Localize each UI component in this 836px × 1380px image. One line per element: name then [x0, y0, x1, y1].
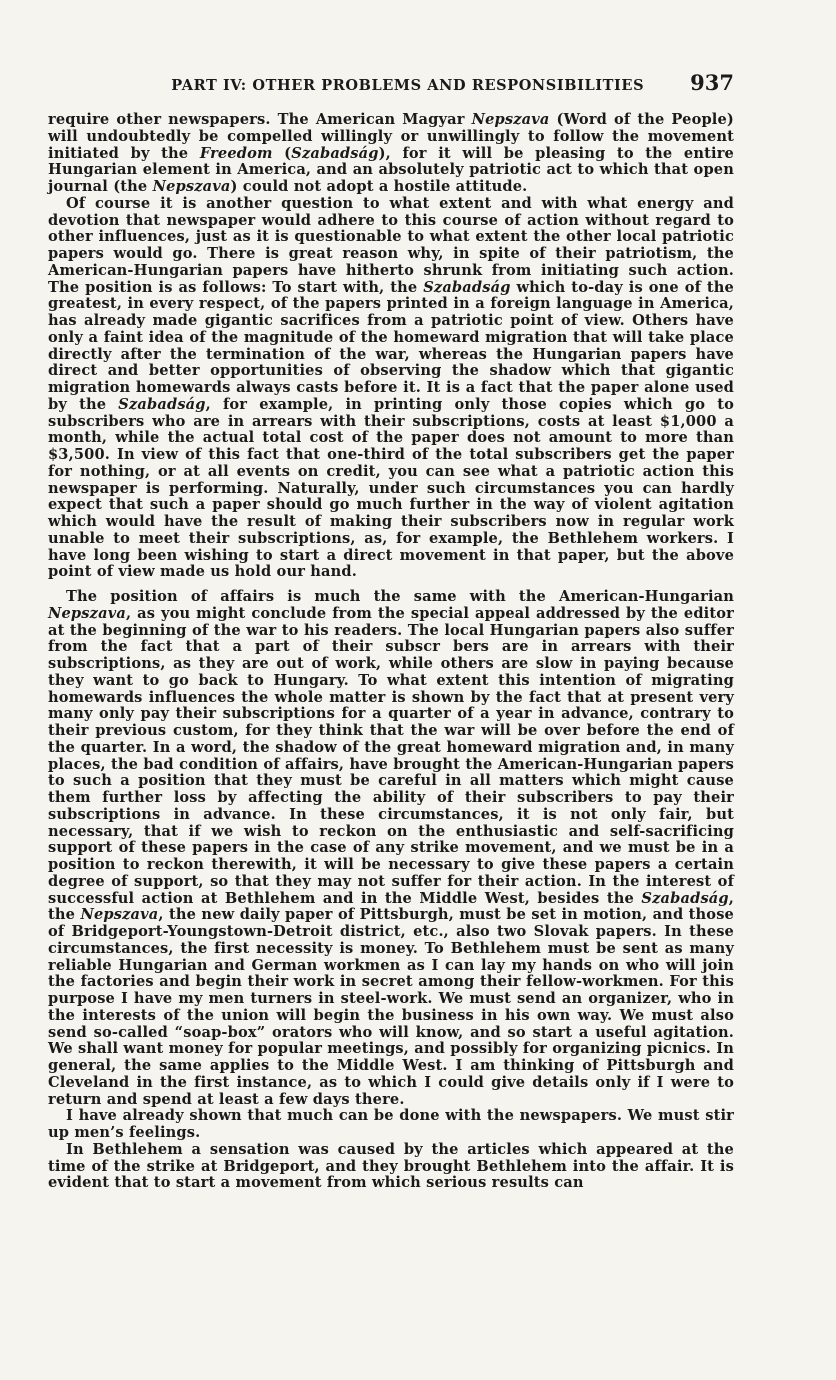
body-text — [48, 112, 734, 1192]
text-run: which to-day is one of the greatest, in every respect, of the papers printed in a foreign language in America, has already made gigantic sacrifices from a patriotic point of view. Others have only a faint idea of the magnitude of the homeward migration that will take place directly after the termination of the war, whereas the Hungarian papers have direct and better opportunities of observing the shadow which that gigantic migration homewards always casts before it. It is a fact that the paper alone used by the — [48, 278, 734, 413]
text-run: In Bethlehem a sensation was caused by the articles which appeared at the time of the strike at Bridgeport, and they brought Bethlehem into the affair. It is evident that to start a movement from which serious results can — [48, 1140, 734, 1192]
text-run: (Word of the People) will undoubtedly be compelled willingly or unwillingly to follow the movement initiated by the — [48, 111, 734, 162]
italic-text: Szabadság — [291, 144, 379, 162]
document-page — [48, 70, 734, 1192]
italic-text: Nepszava — [152, 178, 231, 195]
paragraph-4 — [48, 1108, 734, 1142]
text-run: , as you might conclude from the special appeal addressed by the editor at the beginning of the war to his readers. The local Hungarian papers also suffer from the fact that a part of their subscr bers are in arrears with their subscriptions, as they are out of work, while others are slow in paying because they want to go back to Hungary. To what extent this intention of migrating homewards influences the whole matter is shown by the fact that at present very many only pay their subscriptions for a quarter of a year in advance, contrary to their previous custom, for they think that the war will be over before the end of the quarter. In a word, the shadow of the great homeward migration and, in many places, the bad condition of affairs, have brought the American-Hungarian papers to such a position that they must be careful in all matters which might cause them further loss by affecting the ability of their subscribers to pay their subscriptions in advance. In these circumstances, it is not only fair, but necessary, that if we wish to reckon on the enthusiastic and self-sacrificing support of these papers in the case of any strike movement, and we must be in a position to reckon therewith, it will be necessary to give these papers a certain degree of support, so that they may not suffer for their action. In the interest of successful action at Bethlehem and in the Middle West, besides the — [48, 604, 734, 907]
paragraph-5 — [48, 1142, 734, 1192]
running-header — [48, 70, 734, 106]
italic-text: Nepszava — [80, 906, 159, 924]
text-run: require other newspapers. The American Magyar — [48, 111, 472, 128]
text-run: ( — [272, 144, 292, 162]
text-run: The position of affairs is much the same with the American-Hungarian — [66, 588, 734, 605]
italic-text: Szabadság — [118, 395, 206, 413]
italic-text: Freedom — [199, 144, 273, 162]
text-run: , the new daily paper of Pittsburgh, must be set in motion, and those of Bridgeport-Youngstown-Detroit district, etc., also two Slovak papers. In these circumstances, the first necessity is money. To Bethlehem must be sent as many reliable Hungarian and German workmen as I can lay my hands on who will join the factories and begin their work in secret among their fellow-workmen. For this purpose I have my men turners in steel-work. We must send an organizer, who in the interests of the union will begin the business in his own way. We must also send so-called “soap-box” orators who will know, and so start a useful agitation. We shall want money for popular meetings, and possibly for organizing picnics. In general, the same applies to the Middle West. I am thinking of Pittsburgh and Cleveland in the first instance, as to which I could give details only if I were to return and spend at least a few days there. — [48, 906, 734, 1108]
page-number: 937 — [690, 70, 734, 95]
paragraph-1 — [48, 112, 734, 196]
text-run: I have already shown that much can be done with the newspapers. We must stir up men’s feelings. — [48, 1107, 734, 1141]
italic-text: Szabadság — [641, 889, 729, 907]
text-run: , the — [48, 889, 734, 924]
italic-text: Nepszava — [48, 604, 126, 622]
running-title: PART IV: OTHER PROBLEMS AND RESPONSIBILITIES — [171, 77, 645, 94]
paragraph-3 — [48, 589, 734, 1108]
text-run: ) could not adopt a hostile attitude. — [230, 178, 528, 195]
text-run: ), for it will be pleasing to the entire Hungarian element in America, and an absolutely patriotic act to which that open journal (the — [48, 144, 734, 195]
italic-text: Szabadság — [423, 278, 511, 296]
text-run: , for example, in printing only those copies which go to subscribers who are in arrears with their subscriptions, costs at least $1,000 a month, while the actual total cost of the paper does not amount to more than $3,500. In view of this fact that one-third of the total subscribers get the paper for nothing, or at all events on credit, you can see what a patriotic action this newspaper is performing. Naturally, under such circumstances you can hardly expect that such a paper should go much further in the way of violent agitation which would have the result of making their subscribers now in regular work unable to meet their subscriptions, as, for example, the Bethlehem workers. I have long been wishing to start a direct movement in that paper, but the above point of view made us hold our hand. — [48, 395, 734, 581]
text-run: Of course it is another question to what extent and with what energy and devotion that newspaper would adhere to this course of action without regard to other influences, just as it is questionable to what extent the other local patriotic papers would go. There is great reason why, in spite of their patriotism, the American-Hungarian papers have hitherto shrunk from initiating such action. The position is as follows: To start with, the — [48, 194, 734, 296]
paragraph-2 — [48, 196, 734, 581]
italic-text: Nepszava — [471, 111, 550, 128]
